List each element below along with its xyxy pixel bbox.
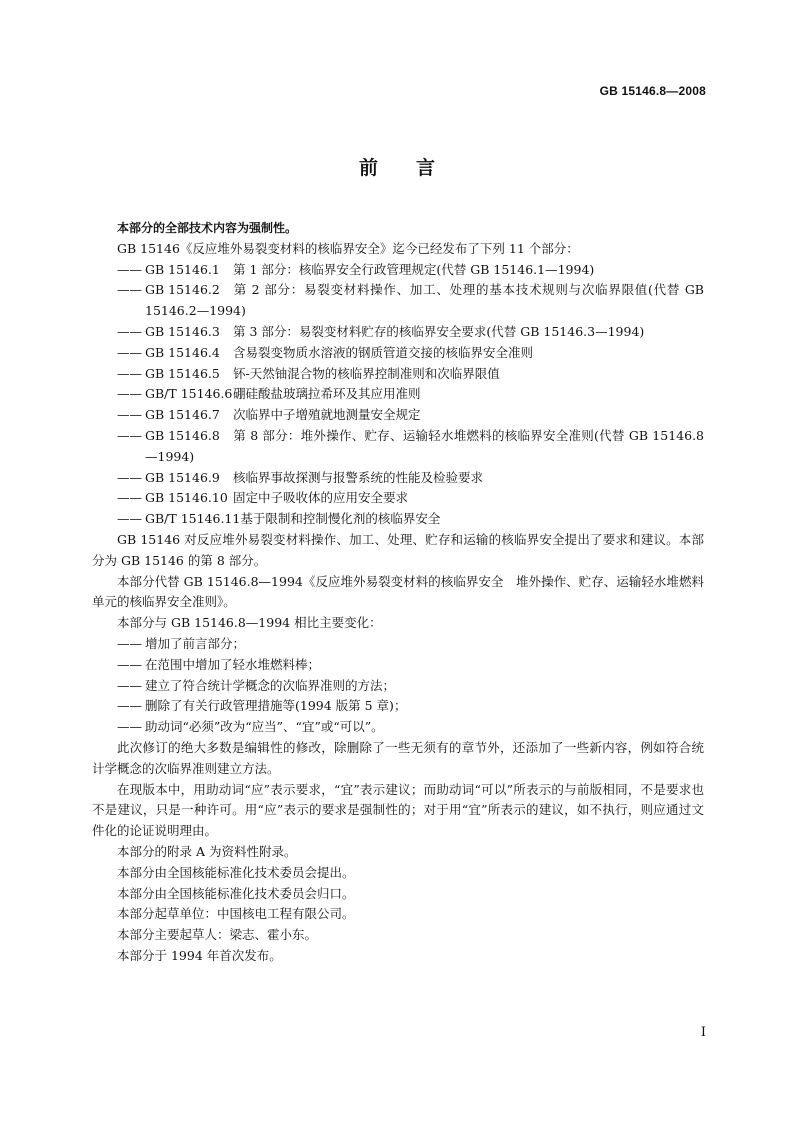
first-issue-paragraph: 本部分于 1994 年首次发布。 — [117, 947, 282, 963]
list-item: —— GB 15146.8 第 8 部分：堆外操作、贮存、运输轻水堆燃料的核临界安全准则(代替 GB 15146.8—1994) — [117, 427, 704, 464]
scope-paragraph: GB 15146 对反应堆外易裂变材料操作、加工、处理、贮存和运输的核临界安全提出了要求和建议。本部分为 GB 15146 的第 8 部分。 — [92, 531, 704, 568]
list-item: —— GB 15146.1 第 1 部分：核临界安全行政管理规定(代替 GB 15146.1—1994) — [117, 261, 595, 277]
list-item: —— GB 15146.9 核临界事故探测与报警系统的性能及检验要求 — [117, 469, 484, 485]
changes-list — [92, 634, 704, 738]
list-item: —— GB 15146.5 钚-天然铀混合物的核临界控制准则和次临界限值 — [117, 365, 500, 381]
drafters-paragraph: 本部分主要起草人：梁志、霍小东。 — [117, 927, 318, 943]
standard-number: GB 15146.8—2008 — [599, 84, 706, 98]
list-item: —— GB 15146.3 第 3 部分：易裂变材料贮存的核临界安全要求(代替 GB 15146.3—1994) — [117, 323, 645, 339]
list-item: —— GB 15146.4 含易裂变物质水溶液的钢质管道交接的核临界安全准则 — [117, 344, 534, 360]
annex-paragraph: 本部分的附录 A 为资料性附录。 — [117, 843, 297, 859]
revision-paragraph: 此次修订的绝大多数是编辑性的修改，除删除了一些无须有的章节外，还添加了一些新内容，例如符合统计学概念的次临界准则建立方法。 — [92, 739, 704, 776]
drafting-unit-paragraph: 本部分起草单位：中国核电工程有限公司。 — [117, 906, 355, 922]
changes-intro: 本部分与 GB 15146.8—1994 相比主要变化： — [117, 615, 382, 631]
page-title: 前言 — [358, 157, 473, 179]
list-item: —— GB 15146.2 第 2 部分：易裂变材料操作、加工、处理的基本技术规则与次临界限值(代替 GB 15146.2—1994) — [117, 282, 704, 319]
intro-paragraph: GB 15146《反应堆外易裂变材料的核临界安全》迄今已经发布了下列 11 个部分： — [117, 240, 579, 256]
document-body — [92, 218, 704, 967]
modal-verbs-paragraph: 在现版本中，用助动词“应”表示要求，“宜”表示建议；而助动词“可以”所表示的与前版相同，不是要求也不是建议，只是一种许可。用“应”表示的要求是强制性的；对于用“宜”所表示的建议，如不执行，则应通过文件化的论证说明理由。 — [92, 781, 704, 839]
list-item: —— 助动词“必须”改为“应当”、“宜”或“可以”。 — [117, 719, 384, 735]
proposed-by-paragraph: 本部分由全国核能标准化技术委员会提出。 — [117, 864, 355, 880]
list-item: —— 在范围中增加了轻水堆燃料棒； — [117, 656, 321, 672]
list-item: —— GB/T 15146.6硼硅酸盐玻璃拉希环及其应用准则 — [117, 386, 421, 402]
list-item: —— 增加了前言部分； — [117, 635, 246, 651]
list-item: —— GB/T 15146.11基于限制和控制慢化剂的核临界安全 — [117, 511, 441, 527]
mandatory-statement: 本部分的全部技术内容为强制性。 — [117, 221, 298, 235]
list-item: —— 建立了符合统计学概念的次临界准则的方法； — [117, 677, 396, 693]
list-item: —— GB 15146.7 次临界中子增殖就地测量安全规定 — [117, 407, 421, 423]
replaces-paragraph: 本部分代替 GB 15146.8—1994《反应堆外易裂变材料的核临界安全 堆外操作、贮存、运输轻水堆燃料单元的核临界安全准则》。 — [92, 573, 704, 610]
page-number: I — [700, 1025, 706, 1040]
parts-list — [92, 260, 704, 530]
list-item: —— GB 15146.10 固定中子吸收体的应用安全要求 — [117, 490, 409, 506]
centralized-by-paragraph: 本部分由全国核能标准化技术委员会归口。 — [117, 885, 355, 901]
list-item: —— 删除了有关行政管理措施等(1994 版第 5 章)； — [117, 698, 407, 714]
